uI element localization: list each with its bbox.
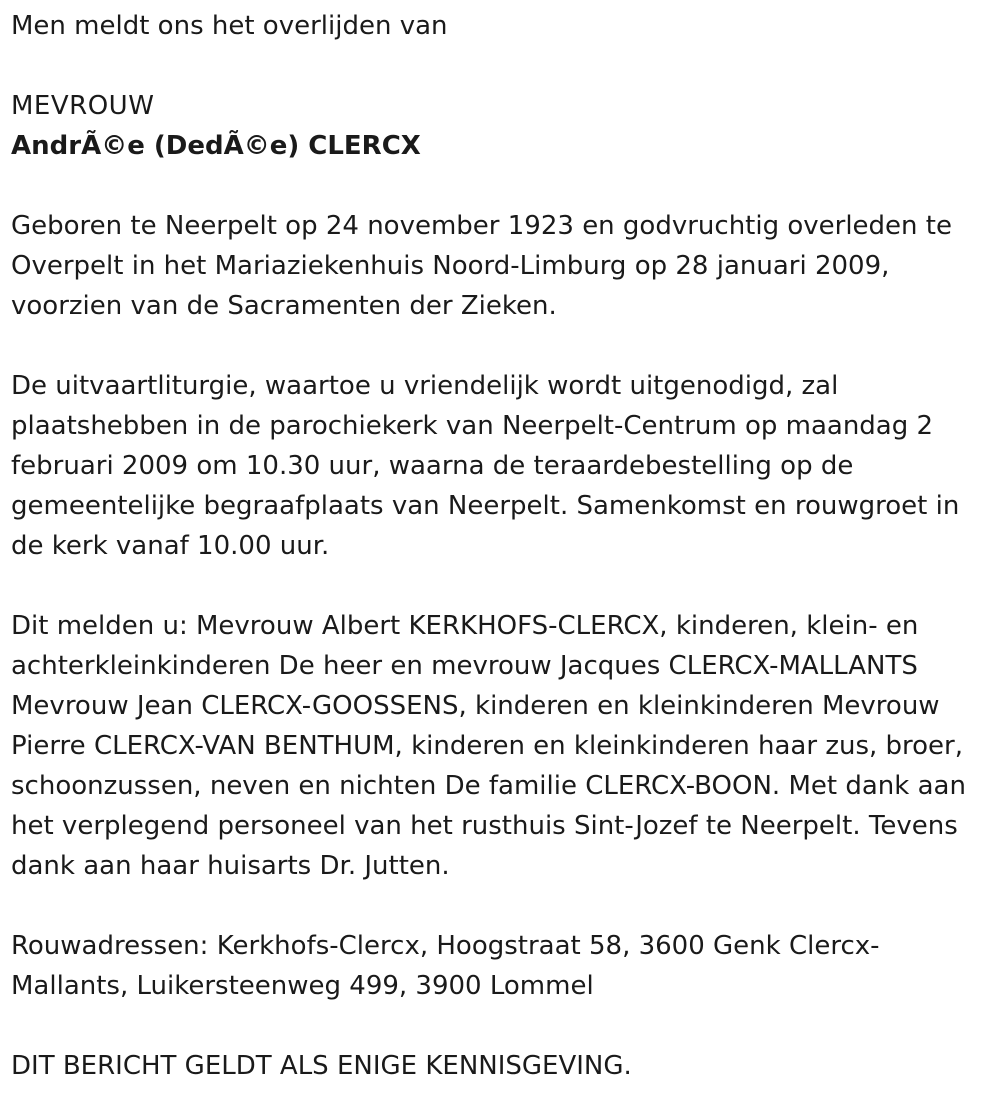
spacer xyxy=(11,1006,990,1046)
paragraph-line: De uitvaartliturgie, waartoe u vriendelijk wordt uitgenodigd, zal xyxy=(11,371,839,401)
paragraph-line: Mevrouw Jean CLERCX-GOOSSENS, kinderen en kleinkinderen Mevrouw xyxy=(11,691,940,721)
paragraph-line: Pierre CLERCX-VAN BENTHUM, kinderen en kleinkinderen haar zus, broer, xyxy=(11,731,963,761)
paragraph-line: februari 2009 om 10.30 uur, waarna de teraardebestelling op de xyxy=(11,451,854,481)
paragraph-line: plaatshebben in de parochiekerk van Neerpelt-Centrum op maandag 2 xyxy=(11,411,934,441)
spacer xyxy=(11,46,990,86)
paragraph-line: gemeentelijke begraafplaats van Neerpelt. Samenkomst en rouwgroet in xyxy=(11,491,960,521)
birth-death-paragraph xyxy=(11,206,990,326)
spacer xyxy=(11,166,990,206)
family-paragraph xyxy=(11,606,990,886)
paragraph-line: voorzien van de Sacramenten der Zieken. xyxy=(11,291,557,321)
funeral-paragraph xyxy=(11,366,990,566)
paragraph-line: Overpelt in het Mariaziekenhuis Noord-Limburg op 28 januari 2009, xyxy=(11,251,890,281)
honorific-title: MEVROUW xyxy=(11,91,155,121)
paragraph-line: Dit melden u: Mevrouw Albert KERKHOFS-CLERCX, kinderen, klein- en xyxy=(11,611,919,641)
paragraph-line: schoonzussen, neven en nichten De familie CLERCX-BOON. Met dank aan xyxy=(11,771,966,801)
paragraph-line: Geboren te Neerpelt op 24 november 1923 en godvruchtig overleden te xyxy=(11,211,952,241)
spacer xyxy=(11,326,990,366)
intro-text: Men meldt ons het overlijden van xyxy=(11,11,448,41)
paragraph-line: het verplegend personeel van het rusthuis Sint-Jozef te Neerpelt. Tevens xyxy=(11,811,958,841)
paragraph-line: Mallants, Luikersteenweg 499, 3900 Lommel xyxy=(11,971,594,1001)
paragraph-line: dank aan haar huisarts Dr. Jutten. xyxy=(11,851,450,881)
paragraph-line: de kerk vanaf 10.00 uur. xyxy=(11,531,330,561)
deceased-name: AndrÃ©e (DedÃ©e) CLERCX xyxy=(11,131,421,161)
paragraph-line: Rouwadressen: Kerkhofs-Clercx, Hoogstraat 58, 3600 Genk Clercx- xyxy=(11,931,880,961)
spacer xyxy=(11,886,990,926)
closing-statement: DIT BERICHT GELDT ALS ENIGE KENNISGEVING. xyxy=(11,1051,632,1081)
addresses-paragraph xyxy=(11,926,990,1006)
paragraph-line: achterkleinkinderen De heer en mevrouw Jacques CLERCX-MALLANTS xyxy=(11,651,918,681)
spacer xyxy=(11,566,990,606)
